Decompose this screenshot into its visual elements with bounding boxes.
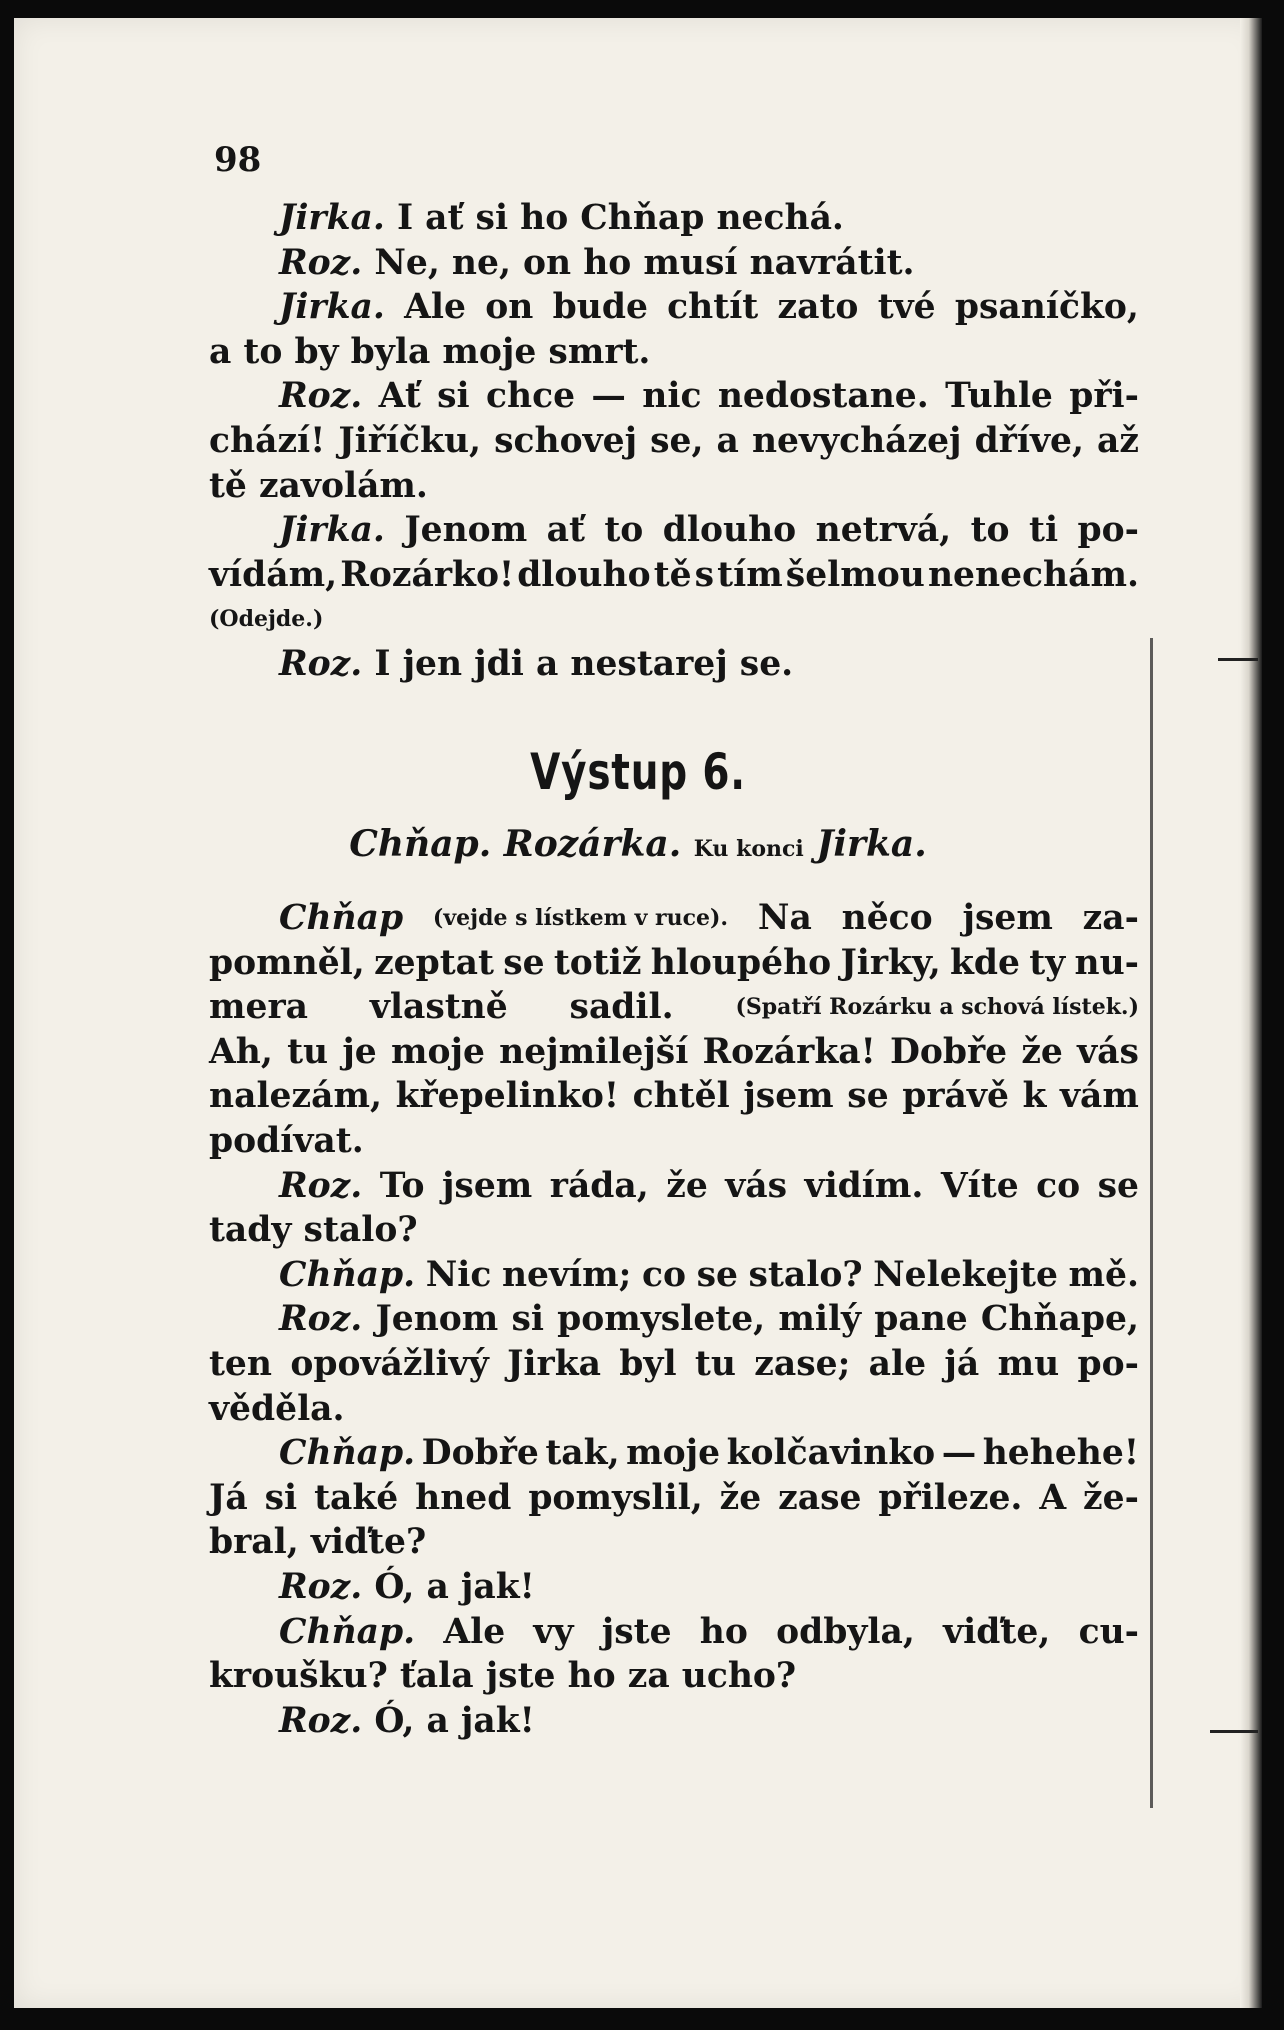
word: hehehe! xyxy=(982,1433,1139,1474)
word: jsem xyxy=(743,1076,834,1117)
word: zase xyxy=(778,1477,862,1518)
word: že xyxy=(719,1477,762,1518)
word: kde xyxy=(949,942,1020,983)
dialogue-block-1 xyxy=(209,196,1139,687)
word: Ale xyxy=(404,287,466,328)
text-line xyxy=(209,1520,1139,1565)
word: nejmilejší xyxy=(499,1031,689,1072)
word: se, xyxy=(650,420,704,461)
word: věděla. xyxy=(209,1388,345,1429)
word: se xyxy=(503,942,545,983)
text-line xyxy=(209,642,1139,687)
text-line xyxy=(209,896,1139,941)
word: si xyxy=(437,376,470,417)
word: mera xyxy=(209,987,308,1028)
word: a xyxy=(716,420,739,461)
word: chtěl xyxy=(632,1076,730,1117)
word: vás xyxy=(1077,1031,1139,1072)
word: vlastně xyxy=(369,987,508,1028)
word: po- xyxy=(1077,1343,1139,1384)
speaker-name: Roz. xyxy=(279,1299,363,1340)
word: co xyxy=(641,1254,686,1295)
word: přileze. xyxy=(878,1477,1023,1518)
word: nic xyxy=(642,376,702,417)
word: Ó, xyxy=(374,1700,415,1741)
speaker-name: Roz. xyxy=(279,643,363,684)
word: vám xyxy=(1060,1076,1139,1117)
word: nedostane. xyxy=(717,376,929,417)
word: viďte? xyxy=(310,1522,427,1563)
word: ucho? xyxy=(681,1656,797,1697)
word: jste xyxy=(601,1611,672,1652)
dialogue-block-2 xyxy=(209,896,1139,1743)
word: nenechám. xyxy=(927,554,1139,595)
word: nu- xyxy=(1074,942,1139,983)
word: za- xyxy=(1082,898,1139,938)
word: Nic xyxy=(425,1254,492,1295)
word: zato xyxy=(777,287,859,328)
word: také xyxy=(314,1477,399,1518)
word: ťala xyxy=(399,1656,474,1697)
word: Já xyxy=(209,1477,248,1518)
word: — xyxy=(591,376,626,417)
word: s xyxy=(694,554,715,595)
word: jak! xyxy=(460,1700,535,1741)
word: on xyxy=(485,287,534,328)
word: nalezám, xyxy=(209,1076,382,1117)
word: ho xyxy=(583,242,632,283)
word: Ale xyxy=(443,1611,506,1652)
word: odbyla, xyxy=(776,1611,915,1652)
word: Tuhle xyxy=(945,376,1053,417)
page-edge-shadow xyxy=(1240,18,1262,2008)
text-line xyxy=(209,985,1139,1030)
word: on xyxy=(523,242,572,283)
text-line xyxy=(209,374,1139,419)
word: něco xyxy=(841,898,933,938)
text-line xyxy=(209,508,1139,553)
text-line xyxy=(209,1208,1139,1253)
word: Jirka xyxy=(507,1343,601,1384)
speaker-name: Jirka. xyxy=(279,287,385,328)
word: to xyxy=(604,510,644,551)
speaker-name: Roz. xyxy=(279,1566,363,1607)
word: Jenom xyxy=(375,1299,499,1340)
word: nestarej xyxy=(570,643,728,684)
text-line xyxy=(209,241,1139,286)
word: nevycházej xyxy=(751,420,962,461)
word: Jirky, xyxy=(840,942,941,983)
word: se xyxy=(696,1254,738,1295)
text-line xyxy=(209,419,1139,464)
word: tu xyxy=(694,1343,736,1384)
word: při- xyxy=(1069,376,1139,417)
word: totiž xyxy=(553,942,642,983)
word: A xyxy=(1039,1477,1067,1518)
word: musí xyxy=(643,242,738,283)
word: vídám, xyxy=(209,554,338,595)
word: jsem xyxy=(962,898,1053,938)
word: netrvá, xyxy=(815,510,952,551)
text-line xyxy=(209,1119,1139,1164)
speaker-name: Chňap. xyxy=(279,1254,416,1295)
word: až xyxy=(1097,420,1139,461)
text-line xyxy=(209,1164,1139,1209)
word: Rozárka! xyxy=(702,1031,876,1072)
word: stalo? xyxy=(748,1254,863,1295)
character-rozarka: Rozárka. xyxy=(503,823,682,865)
word: ho xyxy=(520,198,569,238)
word: Nelekejte xyxy=(873,1254,1058,1295)
word: Rozárko! xyxy=(340,554,515,595)
word: ho xyxy=(567,1656,616,1697)
word: chce xyxy=(486,376,576,417)
word: Ó, xyxy=(374,1566,415,1607)
text-line xyxy=(209,1074,1139,1119)
word: tady xyxy=(209,1210,292,1251)
speaker-name: Chňap. xyxy=(279,1433,416,1474)
word: si xyxy=(475,198,509,238)
text-line xyxy=(209,553,1139,598)
word: by xyxy=(294,331,339,372)
word: vidím. xyxy=(804,1165,924,1206)
character-jirka: Jirka. xyxy=(816,823,927,865)
text-line xyxy=(209,1654,1139,1699)
word: schovej xyxy=(494,420,638,461)
word: jsem xyxy=(441,1165,533,1206)
word: Víte xyxy=(940,1165,1019,1206)
word: kroušku? xyxy=(209,1656,388,1697)
word: si xyxy=(264,1477,298,1518)
word: a xyxy=(209,331,232,372)
word: pomyslil, xyxy=(528,1477,703,1518)
text-line xyxy=(209,1699,1139,1744)
book-page xyxy=(14,18,1262,2008)
text-line xyxy=(209,1431,1139,1476)
stage-note: Ku konci xyxy=(693,836,804,862)
word: zavolám. xyxy=(258,465,428,506)
word: je xyxy=(342,1031,377,1072)
word: k xyxy=(1022,1076,1047,1117)
word: dlouho xyxy=(662,510,797,551)
margin-mark xyxy=(1210,1730,1258,1733)
speaker-name: Roz. xyxy=(279,242,363,283)
word: Chňape, xyxy=(980,1299,1139,1340)
text-line xyxy=(209,1565,1139,1610)
speaker-name: Chňap. xyxy=(279,1611,416,1652)
word: zase; xyxy=(754,1343,851,1384)
word: tvé xyxy=(877,287,936,328)
word: Dobře xyxy=(889,1031,1008,1072)
word: ten xyxy=(209,1343,272,1384)
word: — xyxy=(941,1433,977,1474)
text-line xyxy=(209,1297,1139,1342)
word: šelmou xyxy=(785,554,925,595)
word: že xyxy=(666,1165,708,1206)
word: podívat. xyxy=(209,1120,364,1161)
word: a xyxy=(426,1566,449,1607)
word: to xyxy=(243,331,283,372)
word: že- xyxy=(1083,1477,1139,1518)
word: ho xyxy=(699,1611,748,1652)
text-line xyxy=(209,464,1139,509)
word: navrátit. xyxy=(749,242,915,283)
word: to xyxy=(970,510,1010,551)
word: moje xyxy=(390,1031,485,1072)
word: jak! xyxy=(460,1566,535,1607)
speaker-name: Roz. xyxy=(279,1165,363,1206)
word: kolčavinko xyxy=(726,1433,936,1474)
word: smrt. xyxy=(548,331,651,372)
word: si xyxy=(511,1299,544,1340)
word: chtít xyxy=(667,287,759,328)
stage-direction: (Spatří Rozárku a schová lístek.) xyxy=(735,994,1139,1021)
word: vy xyxy=(533,1611,574,1652)
word: stalo? xyxy=(303,1210,418,1251)
word: tě xyxy=(209,465,247,506)
word: pomyslete, xyxy=(557,1299,766,1340)
word: tak, xyxy=(545,1433,620,1474)
text-line xyxy=(209,1387,1139,1432)
word: tu xyxy=(287,1031,329,1072)
word: nevím; xyxy=(501,1254,632,1295)
word: chází! xyxy=(209,420,326,461)
word: mu xyxy=(997,1343,1060,1384)
word: bude xyxy=(552,287,648,328)
word: Jiříčku, xyxy=(338,420,482,461)
text-line xyxy=(209,1610,1139,1655)
margin-mark xyxy=(1218,658,1258,661)
word: se. xyxy=(739,643,794,684)
text-line xyxy=(209,285,1139,330)
word: ty xyxy=(1029,942,1066,983)
text-line xyxy=(209,597,1139,642)
word: ať xyxy=(425,198,464,238)
word: nechá. xyxy=(716,198,844,238)
speaker-name: Jirka. xyxy=(279,510,385,551)
word: bral, xyxy=(209,1522,299,1563)
word: mě. xyxy=(1068,1254,1139,1295)
word: viďte, xyxy=(943,1611,1051,1652)
word: sadil. xyxy=(569,987,674,1028)
binding-line xyxy=(1150,638,1153,1808)
word: křepelinko! xyxy=(395,1076,620,1117)
word: Chňap xyxy=(580,198,705,238)
word: pomněl, xyxy=(209,942,365,983)
word: ti xyxy=(1029,510,1059,551)
text-line xyxy=(209,1342,1139,1387)
word: ráda, xyxy=(549,1165,649,1206)
word: co xyxy=(1036,1165,1081,1206)
word: Ne, xyxy=(374,242,440,283)
word: To xyxy=(379,1165,425,1206)
word: I xyxy=(396,198,414,238)
text-line xyxy=(209,1476,1139,1521)
word: jste xyxy=(485,1656,556,1697)
word: já xyxy=(944,1343,980,1384)
word: Ať xyxy=(378,376,421,417)
word: I xyxy=(374,643,391,684)
speaker-name: Jirka. xyxy=(279,198,385,238)
word: ale xyxy=(868,1343,927,1384)
word: Ah, xyxy=(209,1031,273,1072)
word: Jenom xyxy=(404,510,528,551)
speaker-name: Roz. xyxy=(279,376,363,417)
word: a xyxy=(535,643,559,684)
word: dlouho xyxy=(517,554,651,595)
word: milý xyxy=(778,1299,862,1340)
speaker-name: Roz. xyxy=(279,1700,363,1741)
word: hloupého xyxy=(650,942,832,983)
word: pane xyxy=(874,1299,968,1340)
word: dříve, xyxy=(974,420,1084,461)
text-line xyxy=(209,330,1139,375)
scene-heading: Výstup 6. xyxy=(530,743,746,801)
word: zeptat xyxy=(374,942,494,983)
speaker-name: Chňap xyxy=(279,898,404,938)
word: a xyxy=(426,1700,449,1741)
word: se xyxy=(847,1076,889,1117)
word: právě xyxy=(902,1076,1009,1117)
page-number: 98 xyxy=(214,140,262,180)
text-line xyxy=(209,941,1139,986)
word: za xyxy=(627,1656,670,1697)
character-chnap: Chňap. xyxy=(349,823,492,865)
word: hned xyxy=(415,1477,512,1518)
word: moje xyxy=(442,331,537,372)
word: moje xyxy=(626,1433,721,1474)
word: jdi xyxy=(474,643,524,684)
word: Na xyxy=(757,898,812,938)
scene-characters xyxy=(14,823,1262,865)
word: po- xyxy=(1077,510,1139,551)
text-line xyxy=(209,1030,1139,1075)
stage-direction: (Odejde.) xyxy=(209,606,324,633)
word: cu- xyxy=(1078,1611,1139,1652)
word: tím xyxy=(717,554,783,595)
word: byl xyxy=(619,1343,677,1384)
stage-direction: (vejde s lístkem v ruce). xyxy=(432,905,729,931)
word: vás xyxy=(725,1165,788,1206)
word: že xyxy=(1021,1031,1063,1072)
word: se xyxy=(1097,1165,1139,1206)
word: ne, xyxy=(451,242,511,283)
word: jen xyxy=(402,643,463,684)
word: ať xyxy=(546,510,585,551)
text-line xyxy=(209,196,1139,241)
word: byla xyxy=(350,331,431,372)
word: Dobře xyxy=(421,1433,539,1474)
word: opovážlivý xyxy=(290,1343,489,1384)
word: tě xyxy=(653,554,692,595)
word: psaníčko, xyxy=(954,287,1139,328)
text-line xyxy=(209,1253,1139,1298)
